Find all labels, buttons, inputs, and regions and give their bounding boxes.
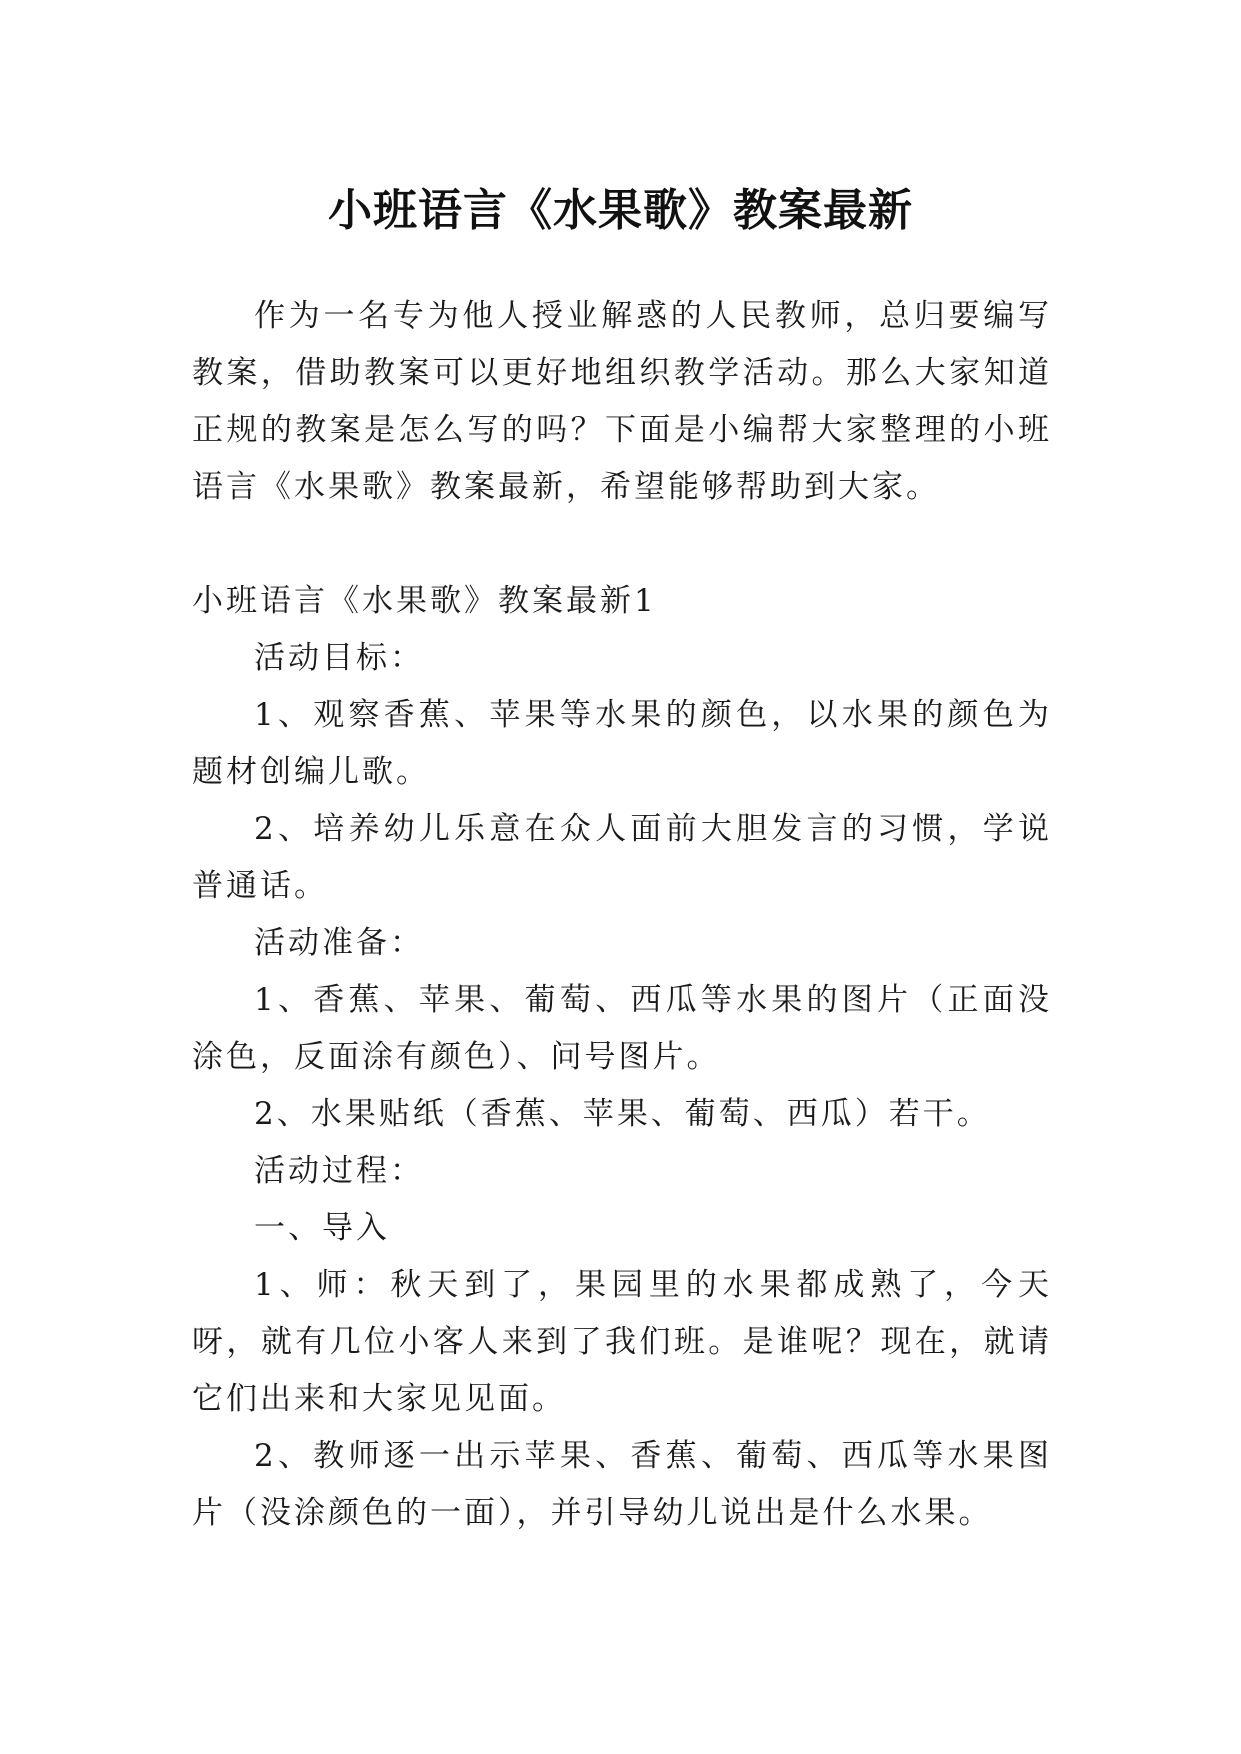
- body-paragraph: 2、水果贴纸（香蕉、苹果、葡萄、西瓜）若干。: [254, 1096, 991, 1132]
- body-paragraph: 1、香蕉、苹果、葡萄、西瓜等水果的图片（正面没涂色，反面涂有颜色）、问号图片。: [192, 982, 1052, 1075]
- body-paragraph: 2、培养幼儿乐意在众人面前大胆发言的习惯，学说普通话。: [192, 811, 1052, 904]
- body-paragraph: 一、导入: [254, 1210, 390, 1246]
- document-title: 小班语言《水果歌》教案最新: [328, 185, 913, 237]
- body-paragraph: 活动过程：: [254, 1153, 424, 1189]
- body-paragraph: 1、观察香蕉、苹果等水果的颜色，以水果的颜色为题材创编儿歌。: [192, 697, 1052, 790]
- intro-paragraph: 作为一名专为他人授业解惑的人民教师，总归要编写教案，借助教案可以更好地组织教学活动。那么大家知道正规的教案是怎么写的吗？下面是小编帮大家整理的小班语言《水果歌》教案最新，希望能够帮助到大家。: [192, 298, 1052, 505]
- body-paragraph: 活动准备：: [254, 925, 424, 961]
- paragraph-gap: [192, 516, 1052, 573]
- section-heading: 小班语言《水果歌》教案最新1: [192, 583, 657, 619]
- body-paragraph: 活动目标：: [254, 640, 424, 676]
- body-paragraph: 1、师：秋天到了，果园里的水果都成熟了，今天呀，就有几位小客人来到了我们班。是谁呢？现在，就请它们出来和大家见见面。: [192, 1267, 1052, 1417]
- body-paragraph: 2、教师逐一出示苹果、香蕉、葡萄、西瓜等水果图片（没涂颜色的一面），并引导幼儿说出是什么水果。: [192, 1438, 1052, 1531]
- document-body: [192, 288, 1052, 1542]
